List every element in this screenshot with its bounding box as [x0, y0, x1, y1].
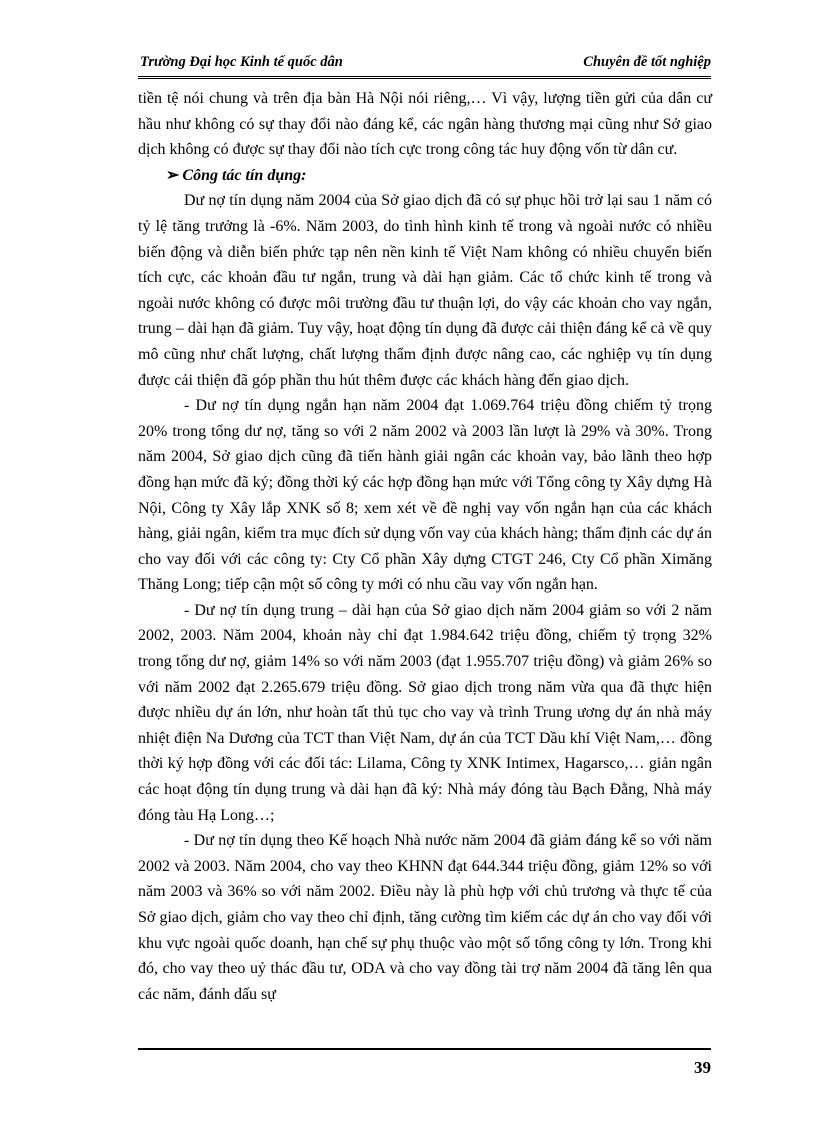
paragraph-short-term: - Dư nợ tín dụng ngắn hạn năm 2004 đạt 1.069.764 triệu đồng chiếm tỷ trọng 20% trong tổng dư nợ, tăng so với 2 năm 2002 và 2003 lần lượt là 29% và 30%. Trong năm 2004, Sở giao dịch cũng đã tiến hành giải ngân các khoản vay, bảo lãnh theo hợp đồng hạn mức đã ký; đồng thời ký các hợp đồng hạn mức với Tổng công ty Xây dựng Hà Nội, Công ty Xây lắp XNK số 8; xem xét về đề nghị vay vốn ngắn hạn của các khách hàng, giải ngân, kiểm tra mục đích sử dụng vốn vay của khách hàng; thẩm định các dự án cho vay đối với các công ty: Cty Cổ phần Xây dựng CTGT 246, Cty Cổ phần Ximăng Thăng Long; tiếp cận một số công ty mới có nhu cầu vay vốn ngắn hạn.	[138, 397, 712, 594]
paragraph-intro: tiền tệ nói chung và trên địa bàn Hà Nội nói riêng,… Vì vậy, lượng tiền gửi của dân cư hầu như không có sự thay đổi nào đáng kể, các ngân hàng thương mại cũng như Sở giao dịch không có được sự thay đổi nào tích cực trong công tác huy động vốn từ dân cư.	[138, 90, 712, 159]
arrow-bullet-icon: ➢	[166, 166, 180, 184]
header-university: Trường Đại học Kinh tế quốc dân	[140, 54, 343, 70]
footer-divider	[138, 1048, 711, 1050]
section-heading-text: Công tác tín dụng:	[182, 166, 307, 184]
header-doc-type: Chuyên đề tốt nghiệp	[583, 54, 711, 70]
paragraph-state-plan: - Dư nợ tín dụng theo Kế hoạch Nhà nước năm 2004 đã giảm đáng kể so với năm 2002 và 2003. Năm 2004, cho vay theo KHNN đạt 644.344 triệu đồng, giảm 12% so với năm 2003 và 36% so với năm 2002. Điều này là phù hợp với chủ trương và thực tế của Sở giao dịch, giảm cho vay theo chỉ định, tăng cường tìm kiếm các dự án cho vay đối với khu vực ngoài quốc doanh, hạn chế sự phụ thuộc vào một số tổng công ty lớn. Trong khi đó, cho vay theo uỷ thác đầu tư, ODA và cho vay đồng tài trợ năm 2004 đã tăng lên qua các năm, đánh dấu sự	[138, 832, 712, 1003]
paragraph-credit-overview: Dư nợ tín dụng năm 2004 của Sở giao dịch đã có sự phục hồi trở lại sau 1 năm có tỷ lệ tăng trưởng là -6%. Năm 2003, do tình hình kinh tế trong và ngoài nước có nhiều biến động và diễn biến phức tạp nên nền kinh tế Việt Nam không có nhiều chuyển biến tích cực, các khoản đầu tư ngắn, trung và dài hạn giảm. Các tổ chức kinh tế trong và ngoài nước không có được môi trường đầu tư thuận lợi, do vậy các khoản cho vay ngắn, trung – dài hạn đã giảm. Tuy vậy, hoạt động tín dụng đã được cải thiện đáng kể cả về quy mô cũng như chất lượng, chất lượng thẩm định được nâng cao, các nghiệp vụ tín dụng được cải thiện đã góp phần thu hút thêm được các khách hàng đến giao dịch.	[138, 192, 712, 389]
paragraph-medium-long-term: - Dư nợ tín dụng trung – dài hạn của Sở giao dịch năm 2004 giảm so với 2 năm 2002, 2003. Năm 2004, khoản này chỉ đạt 1.984.642 triệu đồng, chiếm tỷ trọng 32% trong tổng dư nợ, giảm 14% so với năm 2003 (đạt 1.955.707 triệu đồng) và giảm 26% so với năm 2002 đạt 2.265.679 triệu đồng. Sở giao dịch trong năm vừa qua đã thực hiện được nhiều dự án lớn, như hoàn tất thủ tục cho vay và trình Trung ương dự án nhà máy nhiệt điện Na Dương của TCT than Việt Nam, dự án của TCT Dầu khí Việt Nam,… đồng thời ký hợp đồng với các đối tác: Lilama, Công ty XNK Intimex, Hagarsco,… giản ngân các hoạt động tín dụng trung và dài hạn đã ký: Nhà máy đóng tàu Bạch Đằng, Nhà máy đóng tàu Hạ Long…;	[138, 601, 712, 824]
page-number: 39	[694, 1058, 711, 1077]
page-body	[138, 86, 712, 1007]
section-heading	[138, 163, 712, 189]
page-header	[138, 50, 711, 79]
